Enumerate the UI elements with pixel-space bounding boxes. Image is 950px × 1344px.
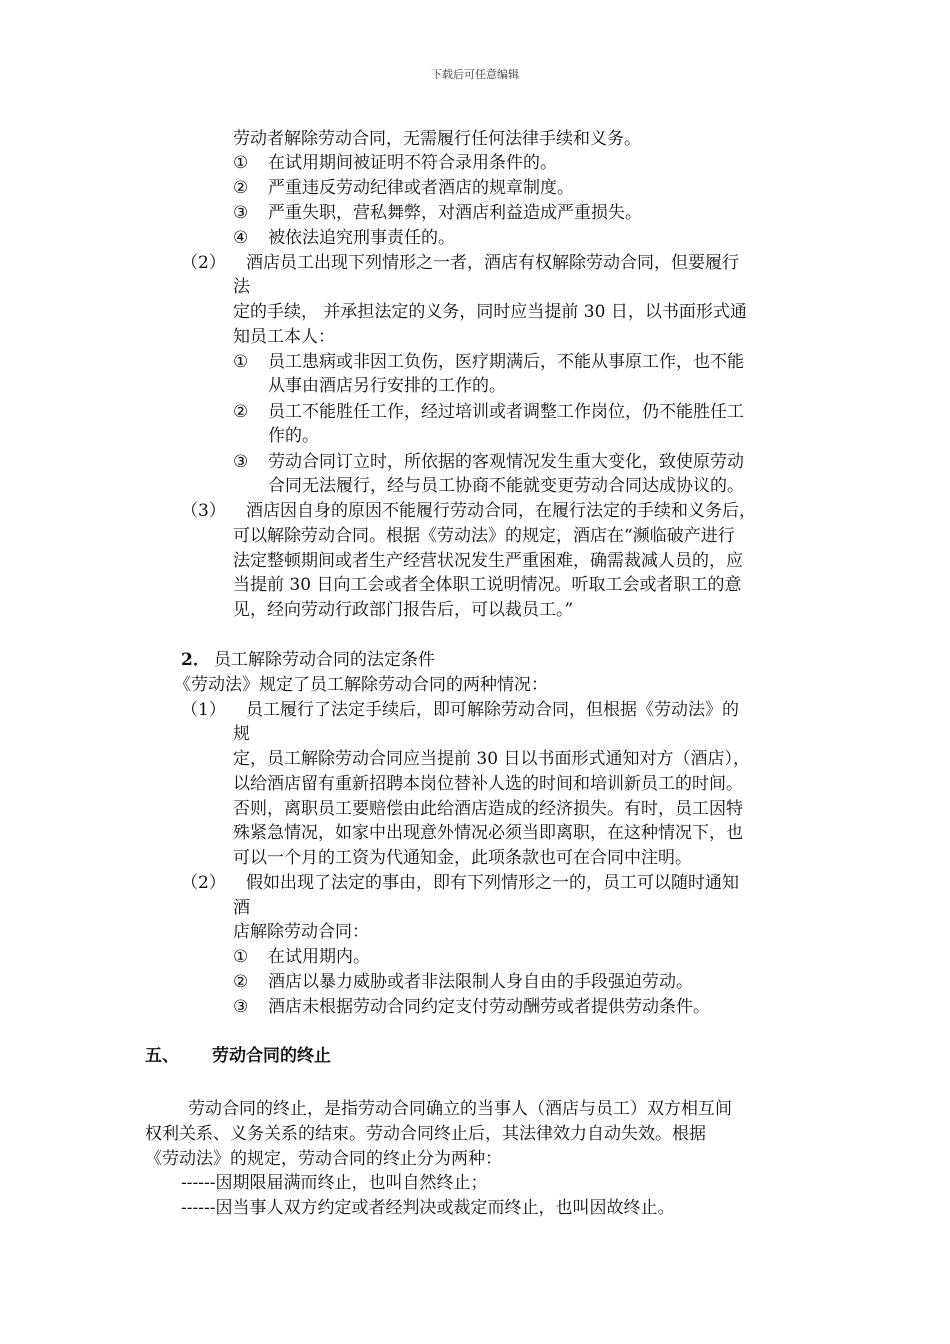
body-line: 《劳动法》的规定，劳动合同的终止分为两种： [145,1149,502,1169]
item-text: 员工患病或非因工负伤，医疗期满后，不能从事原工作，也不能 [268,352,744,372]
paragraph-line: 定的手续， 并承担法定的义务，同时应当提前 30 日，以书面形式通 [233,302,747,322]
body-line: 劳动合同的终止，是指劳动合同确立的当事人（酒店与员工）双方相互间 [188,1099,732,1119]
item-number: ① [233,153,249,173]
item-number: ③ [233,203,249,223]
dash-item: ------因当事人双方约定或者经判决或裁定而终止，也叫因故终止。 [181,1198,675,1218]
paragraph-line: 规 [233,724,250,744]
paragraph-line: 定，员工解除劳动合同应当提前 30 日以书面形式通知对方（酒店）， [233,749,750,769]
item-text: 酒店未根据劳动合同约定支付劳动酬劳或者提供劳动条件。 [268,997,710,1017]
section-heading: 员工解除劳动合同的法定条件 [214,650,435,670]
paragraph-line: 殊紧急情况，如家中出现意外情况必须当即离职，在这种情况下，也 [233,823,743,843]
section-number: 2． [181,650,210,670]
paragraph-line: 以给酒店留有重新招聘本岗位替补人选的时间和培训新员工的时间。 [233,774,743,794]
paragraph-line: 可以解除劳动合同。根据《劳动法》的规定，酒店在“濒临破产进行 [233,526,735,546]
item-number: ② [233,972,249,992]
item-number: ① [233,352,249,372]
section-intro: 《劳动法》规定了员工解除劳动合同的两种情况： [174,675,548,695]
paragraph-number: （1） [181,700,226,720]
page-header-note: 下载后可任意编辑 [431,68,519,81]
paragraph-line: 可以一个月的工资为代通知金，此项条款也可在合同中注明。 [233,848,692,868]
item-text: 劳动合同订立时，所依据的客观情况发生重大变化，致使原劳动 [268,452,744,472]
item-number: ① [233,947,249,967]
paragraph-line: 法 [233,277,250,297]
paragraph-line: 店解除劳动合同： [233,922,369,942]
item-text: 作的。 [268,426,319,446]
item-text: 合同无法履行，经与员工协商不能就变更劳动合同达成协议的。 [268,476,744,496]
paragraph-line: 见，经向劳动行政部门报告后，可以裁员工。” [233,600,574,620]
item-text: 严重失职，营私舞弊，对酒店利益造成严重损失。 [268,203,642,223]
paragraph-number: （3） [181,501,226,521]
item-number: ③ [233,452,249,472]
item-number: ② [233,178,249,198]
item-number: ③ [233,997,249,1017]
item-text: 被依法追究刑事责任的。 [268,228,455,248]
dash-item: ------因期限届满而终止，也叫自然终止； [181,1173,488,1193]
paragraph-line: 假如出现了法定的事由，即有下列情形之一的，员工可以随时通知 [246,873,739,893]
item-text: 从事由酒店另行安排的工作的。 [268,376,506,396]
paragraph-line: 员工履行了法定手续后，即可解除劳动合同，但根据《劳动法》的 [246,700,739,720]
item-number: ② [233,402,249,422]
body-line: 权利关系、义务关系的结束。劳动合同终止后，其法律效力自动失效。根据 [145,1124,706,1144]
intro-line: 劳动者解除劳动合同，无需履行任何法律手续和义务。 [233,129,641,149]
item-text: 在试用期内。 [268,947,370,967]
paragraph-line: 知员工本人： [233,327,335,347]
paragraph-line: 酒 [233,898,250,918]
chapter-title: 劳动合同的终止 [212,1046,331,1066]
paragraph-line: 酒店员工出现下列情形之一者，酒店有权解除劳动合同，但要履行 [246,253,739,273]
paragraph-number: （2） [181,253,226,273]
item-number: ④ [233,228,249,248]
paragraph-line: 否则，离职员工要赔偿由此给酒店造成的经济损失。有时，员工因特 [233,799,743,819]
item-text: 严重违反劳动纪律或者酒店的规章制度。 [268,178,574,198]
item-text: 酒店以暴力威胁或者非法限制人身自由的手段强迫劳动。 [268,972,693,992]
item-text: 员工不能胜任工作，经过培训或者调整工作岗位，仍不能胜任工 [268,402,744,422]
paragraph-line: 法定整顿期间或者生产经营状况发生严重困难，确需裁减人员的，应 [233,551,743,571]
paragraph-number: （2） [181,873,226,893]
paragraph-line: 酒店因自身的原因不能履行劳动合同，在履行法定的手续和义务后， [246,501,756,521]
chapter-number: 五、 [145,1046,179,1066]
item-text: 在试用期间被证明不符合录用条件的。 [268,153,557,173]
paragraph-line: 当提前 30 日向工会或者全体职工说明情况。听取工会或者职工的意 [233,575,742,595]
